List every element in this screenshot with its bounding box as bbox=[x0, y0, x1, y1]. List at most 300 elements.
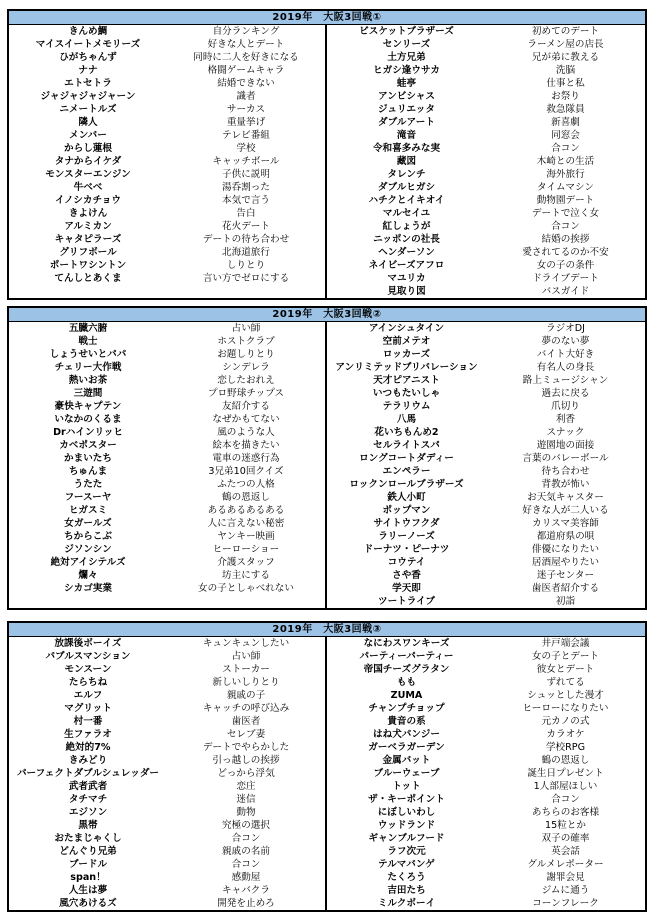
skit-theme: 仕事と私 bbox=[546, 78, 585, 89]
combo-name: 隣人 bbox=[78, 117, 98, 128]
entry-row bbox=[9, 129, 325, 142]
entry-row bbox=[9, 793, 325, 806]
entry-row bbox=[327, 569, 645, 582]
left-column bbox=[9, 322, 327, 608]
combo-name: センリーズ bbox=[382, 39, 431, 50]
skit-theme: 鶴の恩返し bbox=[541, 755, 590, 766]
entry-row bbox=[327, 491, 645, 504]
entry-row bbox=[9, 517, 325, 530]
combo-name: テラリウム bbox=[382, 401, 431, 412]
skit-theme: 好きな人が二人いる bbox=[522, 505, 609, 516]
skit-theme: 洗脳 bbox=[555, 65, 576, 76]
skit-theme: ずれてる bbox=[546, 677, 585, 688]
entry-row bbox=[9, 155, 325, 168]
skit-theme: キュンキュンしたい bbox=[202, 638, 290, 649]
combo-name: span！ bbox=[70, 872, 106, 883]
skit-theme: 有名人の身長 bbox=[536, 362, 595, 373]
skit-theme: 絵本を描きたい bbox=[212, 440, 280, 451]
combo-name: ラフ次元 bbox=[387, 846, 426, 857]
section-title: 2019年 大阪3回戦② bbox=[9, 308, 645, 322]
entry-row bbox=[9, 832, 325, 845]
entry-row bbox=[327, 465, 645, 478]
combo-name: 花いちもんめ2 bbox=[374, 427, 439, 438]
entry-row bbox=[327, 741, 645, 754]
skit-theme: 人に言えない秘密 bbox=[207, 518, 285, 529]
combo-name: モンスターエンジン bbox=[45, 169, 131, 180]
entry-row bbox=[327, 728, 645, 741]
skit-theme: ヤンキー映画 bbox=[217, 531, 275, 542]
entry-row bbox=[9, 426, 325, 439]
entry-row bbox=[9, 715, 325, 728]
skit-theme: 初めてのデート bbox=[531, 26, 600, 37]
skit-theme: 本気で言う bbox=[222, 195, 270, 206]
combo-name: いつもたいしゃ bbox=[372, 388, 441, 399]
entry-row bbox=[327, 897, 645, 910]
combo-name: 令和喜多みな実 bbox=[372, 143, 441, 154]
skit-theme: ヒーローになりたい bbox=[522, 703, 609, 714]
combo-name: 吉田たち bbox=[387, 885, 426, 896]
combo-name: カベポスター bbox=[59, 440, 117, 451]
combo-name: いなかのくるま bbox=[54, 414, 122, 425]
combo-name: ナナ bbox=[78, 65, 98, 76]
combo-name: 武者武者 bbox=[68, 781, 108, 792]
skit-theme: 海外旅行 bbox=[546, 169, 585, 180]
entry-row bbox=[9, 103, 325, 116]
entry-row bbox=[327, 25, 645, 38]
entry-row bbox=[9, 754, 325, 767]
skit-theme: あるあるあるある bbox=[207, 505, 285, 516]
skit-theme: 元カノの式 bbox=[541, 716, 590, 727]
skit-theme: 迷子センター bbox=[536, 570, 595, 581]
combo-name: 黒帯 bbox=[78, 820, 98, 831]
combo-name: パーティーパーティー bbox=[359, 651, 454, 662]
entry-row bbox=[327, 702, 645, 715]
combo-name: 空前メテオ bbox=[382, 336, 431, 347]
skit-theme: タイムマシン bbox=[537, 182, 594, 193]
entry-row bbox=[9, 387, 325, 400]
skit-theme: 結婚できない bbox=[217, 78, 275, 89]
entry-row bbox=[9, 142, 325, 155]
entry-row bbox=[327, 543, 645, 556]
combo-name: マグリット bbox=[64, 703, 112, 714]
skit-theme: 同窓会 bbox=[551, 130, 580, 141]
entry-row bbox=[9, 116, 325, 129]
entry-row bbox=[327, 400, 645, 413]
combo-name: アインシュタイン bbox=[368, 323, 445, 334]
combo-name: 生ファラオ bbox=[64, 729, 112, 740]
entry-row bbox=[9, 569, 325, 582]
entry-row bbox=[9, 650, 325, 663]
entry-row bbox=[9, 530, 325, 543]
right-column bbox=[327, 637, 645, 910]
combo-name: さや香 bbox=[392, 570, 421, 581]
combo-name: どんぐり兄弟 bbox=[59, 846, 117, 857]
entry-row bbox=[9, 413, 325, 426]
skit-theme: 電車の迷惑行為 bbox=[212, 453, 280, 464]
combo-name: もも bbox=[396, 677, 417, 688]
entry-row bbox=[327, 181, 645, 194]
entry-row bbox=[9, 77, 325, 90]
skit-theme: グルメレポーター bbox=[527, 859, 604, 870]
combo-name: マイスイートメモリーズ bbox=[35, 39, 141, 50]
round-section bbox=[7, 621, 647, 912]
skit-theme: 言い方でゼロにする bbox=[202, 273, 290, 284]
combo-name: フースーヤ bbox=[64, 492, 112, 503]
entry-row bbox=[327, 845, 645, 858]
entry-row bbox=[9, 361, 325, 374]
right-column bbox=[327, 25, 645, 298]
entry-row bbox=[9, 741, 325, 754]
entry-row bbox=[327, 676, 645, 689]
skit-theme: 背教が怖い bbox=[541, 479, 590, 490]
entry-row bbox=[9, 637, 325, 650]
combo-name: ガーベラガーデン bbox=[368, 742, 445, 753]
combo-name: モンスーン bbox=[64, 664, 112, 675]
entry-row bbox=[9, 90, 325, 103]
entry-row bbox=[9, 676, 325, 689]
combo-name: ブードル bbox=[68, 859, 108, 870]
combo-name: 熱いお茶 bbox=[68, 375, 108, 386]
entry-row bbox=[327, 556, 645, 569]
combo-name: 村一番 bbox=[73, 716, 103, 727]
skit-theme: 15粒とか bbox=[545, 820, 586, 831]
combo-name: なにわスワンキーズ bbox=[363, 638, 450, 649]
skit-theme: お天気キャスター bbox=[527, 492, 604, 503]
combo-name: ひがちゃんず bbox=[59, 52, 117, 63]
combo-name: アンリミテッドブリバレーション bbox=[335, 362, 478, 373]
combo-name: 風穴あけるズ bbox=[59, 898, 117, 909]
skit-theme: 女の子の条件 bbox=[536, 260, 595, 271]
skit-theme: シュッとした漫才 bbox=[527, 690, 604, 701]
skit-theme: 結婚の挨拶 bbox=[541, 234, 590, 245]
combo-name: 滝音 bbox=[396, 130, 417, 141]
skit-theme: セレブ妻 bbox=[226, 729, 266, 740]
entry-row bbox=[327, 858, 645, 871]
entry-row bbox=[327, 478, 645, 491]
combo-name: 三遊間 bbox=[73, 388, 103, 399]
skit-theme: 占い師 bbox=[231, 323, 261, 334]
section-title: 2019年 大阪3回戦③ bbox=[9, 623, 645, 637]
skit-theme: 誕生日プレゼント bbox=[527, 768, 604, 779]
skit-theme: 動物 bbox=[236, 807, 256, 818]
entry-row bbox=[327, 595, 645, 608]
skit-theme: 合コン bbox=[231, 859, 261, 870]
entry-row bbox=[9, 806, 325, 819]
skit-theme: キャッチの呼び込み bbox=[202, 703, 290, 714]
entry-row bbox=[327, 51, 645, 64]
skit-theme: 木崎との生活 bbox=[536, 156, 595, 167]
skit-theme: 引っ越しの挨拶 bbox=[212, 755, 280, 766]
entry-row bbox=[9, 491, 325, 504]
entry-row bbox=[9, 543, 325, 556]
skit-theme: 介護スタッフ bbox=[217, 557, 275, 568]
entry-row bbox=[9, 38, 325, 51]
combo-name: はね犬パンジー bbox=[373, 729, 440, 740]
skit-theme: キャッチボール bbox=[212, 156, 280, 167]
combo-name: 鉄人小町 bbox=[387, 492, 426, 503]
entry-row bbox=[9, 194, 325, 207]
skit-theme: 親戚の名前 bbox=[222, 846, 270, 857]
combo-name: にぼしいわし bbox=[377, 807, 436, 818]
skit-theme: 花火デート bbox=[222, 221, 270, 232]
entry-row bbox=[327, 871, 645, 884]
skit-theme: ストーカー bbox=[222, 664, 270, 675]
entry-row bbox=[327, 361, 645, 374]
skit-theme: 同時に二人を好きになる bbox=[193, 52, 299, 63]
combo-name: メンバー bbox=[69, 130, 107, 141]
entry-row bbox=[9, 246, 325, 259]
combo-name: ロッカーズ bbox=[382, 349, 431, 360]
entry-row bbox=[9, 504, 325, 517]
entry-row bbox=[9, 207, 325, 220]
entry-row bbox=[327, 168, 645, 181]
entry-row bbox=[9, 728, 325, 741]
combo-name: てんしとあくま bbox=[54, 273, 122, 284]
entry-row bbox=[9, 335, 325, 348]
skit-theme: お祭り bbox=[551, 91, 580, 102]
combo-name: 絶対アイシテルズ bbox=[50, 557, 126, 568]
skit-theme: 占い師 bbox=[231, 651, 261, 662]
section-title: 2019年 大阪3回戦① bbox=[9, 11, 645, 25]
combo-name: セルライトスパ bbox=[373, 440, 440, 451]
skit-theme: プロ野球チップス bbox=[207, 388, 285, 399]
skit-theme: 合コン bbox=[551, 221, 580, 232]
entry-row bbox=[327, 348, 645, 361]
skit-theme: デートの待ち合わせ bbox=[202, 234, 290, 245]
skit-theme: ジムに通う bbox=[541, 885, 590, 896]
combo-name: イノシカチョウ bbox=[55, 195, 121, 206]
skit-theme: 救急隊員 bbox=[546, 104, 585, 115]
combo-name: うたた bbox=[73, 479, 103, 490]
entry-row bbox=[327, 452, 645, 465]
skit-theme: 湯呑割った bbox=[222, 182, 270, 193]
combo-name: 天才ピアニスト bbox=[373, 375, 440, 386]
combo-name: 爛々 bbox=[78, 570, 98, 581]
skit-theme: 女の子とデート bbox=[531, 651, 600, 662]
skit-theme: テレビ番組 bbox=[222, 130, 270, 141]
combo-name: ヒガスミ bbox=[68, 505, 108, 516]
combo-name: 女ガールズ bbox=[64, 518, 112, 529]
entry-row bbox=[327, 90, 645, 103]
combo-name: ドーナツ・ピーナツ bbox=[363, 544, 450, 555]
entry-row bbox=[327, 637, 645, 650]
combo-name: 放課後ボーイズ bbox=[54, 638, 122, 649]
combo-name: マルセイユ bbox=[382, 208, 431, 219]
skit-theme: コーンフレーク bbox=[532, 898, 599, 909]
entry-row bbox=[327, 582, 645, 595]
skit-theme: 感動屋 bbox=[231, 872, 261, 883]
combo-name: ZUMA bbox=[390, 690, 423, 701]
combo-name: ギャンブルフード bbox=[368, 833, 445, 844]
combo-name: 藏図 bbox=[396, 156, 417, 167]
entry-row bbox=[327, 233, 645, 246]
skit-theme: 迷信 bbox=[236, 794, 256, 805]
skit-theme: 新しいしりとり bbox=[212, 677, 280, 688]
combo-name: ちからこぶ bbox=[64, 531, 112, 542]
combo-name: エルフ bbox=[73, 690, 103, 701]
skit-theme: 都道府県の唄 bbox=[536, 531, 595, 542]
combo-name: 学天即 bbox=[392, 583, 421, 594]
left-column bbox=[9, 637, 327, 910]
combo-name: コウテイ bbox=[387, 557, 426, 568]
skit-theme: 歯医者紹介する bbox=[531, 583, 600, 594]
combo-name: ニメートルズ bbox=[59, 104, 117, 115]
entry-row bbox=[9, 858, 325, 871]
combo-name: ブルーウェーブ bbox=[373, 768, 440, 779]
skit-theme: キャバクラ bbox=[222, 885, 270, 896]
combo-name: ロックンロールブラザーズ bbox=[349, 479, 464, 490]
round-section bbox=[7, 306, 647, 610]
entry-row bbox=[9, 322, 325, 335]
combo-name: Drハインリッヒ bbox=[53, 427, 123, 438]
skit-theme: カラオケ bbox=[546, 729, 585, 740]
combo-name: パーフェクトダブルシュレッダー bbox=[16, 768, 160, 779]
combo-name: ジュリエッタ bbox=[378, 104, 435, 115]
entry-row bbox=[327, 650, 645, 663]
skit-theme: 開発を止めろ bbox=[217, 898, 275, 909]
skit-theme: 重量挙げ bbox=[226, 117, 266, 128]
entry-row bbox=[327, 689, 645, 702]
left-column bbox=[9, 25, 327, 298]
entry-row bbox=[9, 702, 325, 715]
entry-row bbox=[327, 322, 645, 335]
skit-theme: 究極の選択 bbox=[222, 820, 270, 831]
combo-name: きんめ鯛 bbox=[68, 26, 108, 37]
entry-row bbox=[327, 374, 645, 387]
combo-name: ヒガシ逢ウサカ bbox=[373, 65, 440, 76]
combo-name: シカゴ実業 bbox=[64, 583, 112, 594]
combo-name: 絶対的7% bbox=[65, 742, 111, 753]
combo-name: ミルクボーイ bbox=[377, 898, 436, 909]
skit-theme: 謝罪会見 bbox=[546, 872, 585, 883]
skit-theme: 利香 bbox=[555, 414, 576, 425]
skit-theme: なぜかもてない bbox=[212, 414, 280, 425]
entry-row bbox=[9, 582, 325, 595]
skit-theme: カリスマ美容師 bbox=[532, 518, 599, 529]
combo-name: タチマチ bbox=[68, 794, 108, 805]
combo-name: エジソン bbox=[68, 807, 108, 818]
skit-theme: 学校 bbox=[236, 143, 256, 154]
combo-name: ザ・キーポイント bbox=[368, 794, 445, 805]
skit-theme: しりとり bbox=[226, 260, 266, 271]
skit-theme: 歯医者 bbox=[231, 716, 261, 727]
skit-theme: スナック bbox=[546, 427, 585, 438]
skit-theme: 自分ランキング bbox=[212, 26, 280, 37]
skit-theme: 居酒屋やりたい bbox=[531, 557, 600, 568]
skit-theme: 子供に説明 bbox=[222, 169, 270, 180]
combo-name: アンビシャス bbox=[378, 91, 435, 102]
entry-row bbox=[327, 819, 645, 832]
combo-name: 帝国チーズグラタン bbox=[363, 664, 450, 675]
entry-row bbox=[327, 517, 645, 530]
combo-name: 八馬 bbox=[396, 414, 417, 425]
skit-theme: 遊園地の面接 bbox=[536, 440, 595, 451]
skit-theme: 識者 bbox=[236, 91, 256, 102]
combo-name: からし蓮根 bbox=[64, 143, 112, 154]
combo-name: キャタピラーズ bbox=[54, 234, 122, 245]
combo-name: ダブルヒガシ bbox=[377, 182, 436, 193]
entry-row bbox=[327, 77, 645, 90]
combo-name: サイトウフクダ bbox=[373, 518, 440, 529]
entry-row bbox=[9, 220, 325, 233]
combo-name: チェリー大作戦 bbox=[54, 362, 122, 373]
entry-row bbox=[327, 129, 645, 142]
entry-row bbox=[327, 754, 645, 767]
combo-name: ビスケットブラザーズ bbox=[359, 26, 454, 37]
skit-theme: 動物園デート bbox=[536, 195, 595, 206]
entry-row bbox=[327, 884, 645, 897]
skit-theme: どっから浮気 bbox=[217, 768, 275, 779]
skit-theme: ラジオDJ bbox=[546, 323, 585, 334]
combo-name: エンペラー bbox=[382, 466, 431, 477]
entry-row bbox=[9, 348, 325, 361]
entry-row bbox=[327, 335, 645, 348]
combo-name: ウッドランド bbox=[377, 820, 436, 831]
entry-row bbox=[9, 845, 325, 858]
combo-name: ロングコートダディー bbox=[359, 453, 454, 464]
entry-row bbox=[327, 439, 645, 452]
entry-row bbox=[9, 871, 325, 884]
entry-row bbox=[9, 556, 325, 569]
combo-name: 貴音の系 bbox=[387, 716, 426, 727]
combo-name: 蛙亭 bbox=[396, 78, 417, 89]
combo-name: 紅しょうが bbox=[382, 221, 431, 232]
entry-row bbox=[327, 220, 645, 233]
combo-name: ジャジャジャジャーン bbox=[40, 91, 136, 102]
skit-theme: 告白 bbox=[236, 208, 256, 219]
entry-row bbox=[327, 793, 645, 806]
combo-name: ポップマン bbox=[382, 505, 431, 516]
combo-name: ネイビーズアフロ bbox=[368, 260, 445, 271]
combo-name: タナからイケダ bbox=[54, 156, 122, 167]
entry-row bbox=[327, 116, 645, 129]
entry-row bbox=[327, 715, 645, 728]
entry-row bbox=[327, 103, 645, 116]
entry-row bbox=[9, 884, 325, 897]
combo-name: しょうせいとパパ bbox=[49, 349, 127, 360]
skit-theme: 過去に戻る bbox=[541, 388, 590, 399]
combo-name: ちゅんま bbox=[68, 466, 108, 477]
skit-theme: 恋庄 bbox=[236, 781, 256, 792]
right-column bbox=[327, 322, 645, 608]
combo-name: マユリカ bbox=[387, 273, 426, 284]
entry-row bbox=[9, 64, 325, 77]
combo-name: ダブルアート bbox=[378, 117, 435, 128]
skit-theme: 友紹介する bbox=[222, 401, 270, 412]
combo-name: タレンチ bbox=[387, 169, 426, 180]
entry-row bbox=[9, 51, 325, 64]
entry-row bbox=[9, 780, 325, 793]
combo-name: きみどり bbox=[68, 755, 108, 766]
skit-theme: 風のような人 bbox=[217, 427, 275, 438]
entry-row bbox=[327, 387, 645, 400]
entry-row bbox=[327, 767, 645, 780]
skit-theme: 好きな人とデート bbox=[207, 39, 285, 50]
entry-row bbox=[9, 25, 325, 38]
entry-row bbox=[9, 452, 325, 465]
skit-theme: 合コン bbox=[551, 794, 580, 805]
skit-theme: デートでやらかした bbox=[202, 742, 290, 753]
entry-row bbox=[327, 806, 645, 819]
combo-name: 見取り図 bbox=[387, 286, 426, 297]
combo-name: たらちね bbox=[68, 677, 108, 688]
entry-row bbox=[327, 413, 645, 426]
skit-theme: 兄が弟に教える bbox=[531, 52, 600, 63]
entry-row bbox=[9, 689, 325, 702]
combo-name: アルミカン bbox=[64, 221, 112, 232]
skit-theme: 鶴の恩返し bbox=[222, 492, 270, 503]
skit-theme: ホストクラブ bbox=[217, 336, 275, 347]
